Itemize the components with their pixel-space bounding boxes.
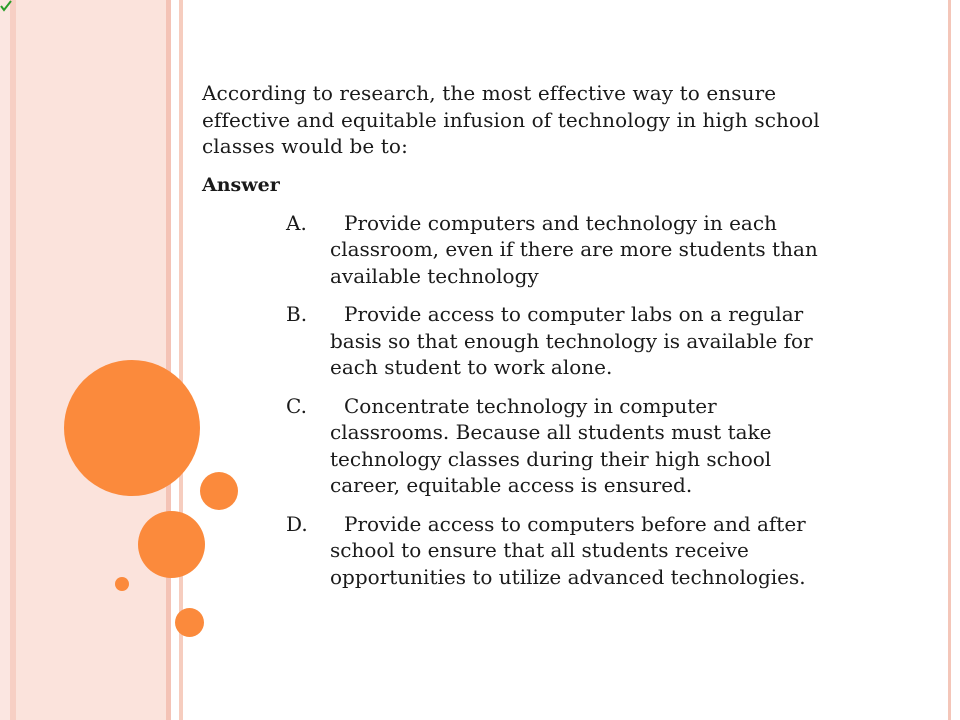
- option-text-content: Concentrate technology in computer classrooms. Because all students must take technology classes during their high school career, equitable access is ensured.: [330, 393, 772, 497]
- large-circle: [64, 360, 200, 496]
- medium-circle: [138, 511, 205, 578]
- option-c[interactable]: [202, 393, 822, 499]
- right-border-line: [948, 0, 951, 720]
- option-a[interactable]: [202, 210, 822, 290]
- option-letter: D.: [286, 511, 308, 536]
- small-circle: [175, 608, 204, 637]
- answer-label: Answer: [202, 173, 280, 196]
- option-text-content: Provide access to computer labs on a regular basis so that enough technology is available for each student to work alone.: [330, 302, 813, 379]
- tiny-circle: [115, 577, 129, 591]
- slide-content: [202, 80, 822, 602]
- option-text-content: Provide access to computers before and after school to ensure that all students receive opportunities to utilize advanced technologies.: [330, 511, 806, 589]
- option-b[interactable]: [202, 301, 822, 381]
- checkmark-icon: [0, 0, 12, 12]
- option-letter: B.: [286, 302, 308, 326]
- stripe: [0, 0, 10, 720]
- option-text: [330, 211, 818, 288]
- option-text: [330, 512, 806, 589]
- option-text-content: Provide computers and technology in each classroom, even if there are more students than available technology: [330, 210, 818, 288]
- option-letter: C.: [286, 393, 307, 418]
- option-letter: A.: [286, 210, 307, 235]
- question-text: According to research, the most effective way to ensure effective and equitable infusion of technology in high school classes would be to:: [202, 81, 820, 158]
- answer-options: [202, 210, 822, 591]
- option-text: [330, 394, 771, 498]
- option-text: [330, 302, 813, 379]
- option-d[interactable]: [202, 511, 822, 591]
